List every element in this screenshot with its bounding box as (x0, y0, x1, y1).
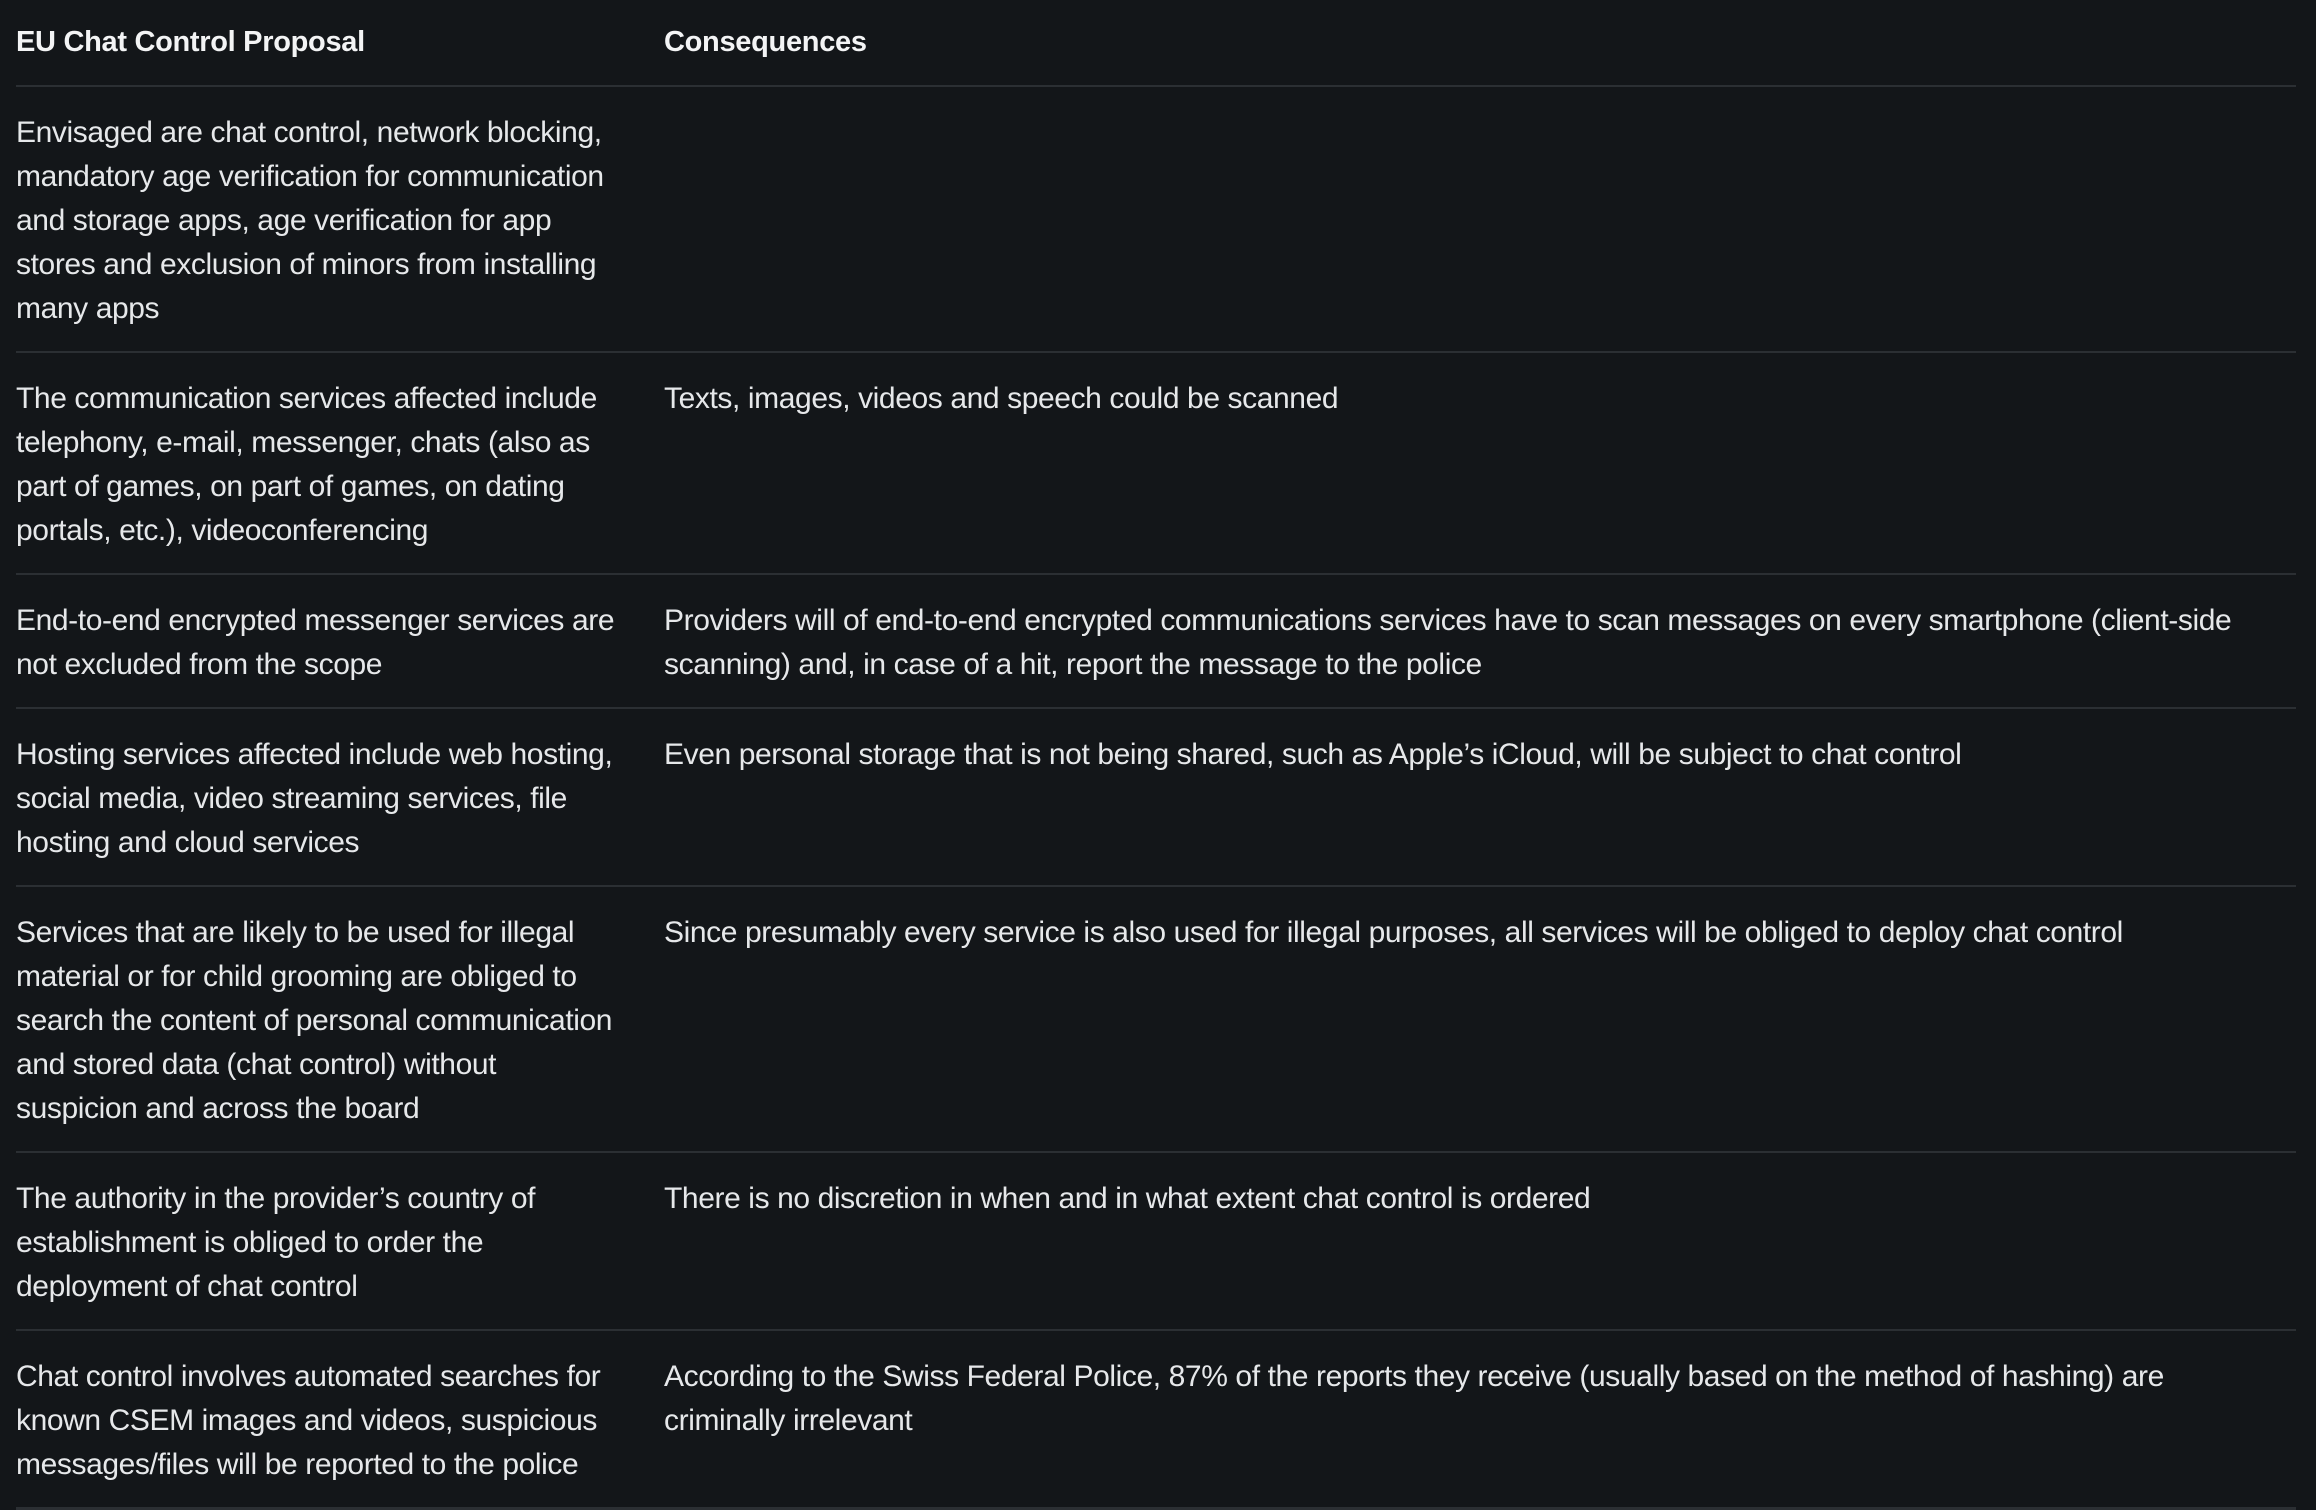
proposal-cell: Chat control involves automated searches for known CSEM images and videos, suspicious messages/files will be reported to the police (16, 1360, 601, 1481)
consequence-cell: There is no discretion in when and in what extent chat control is ordered (664, 1182, 1591, 1215)
table-row (16, 1331, 2296, 1510)
proposal-cell: The communication services affected include telephony, e-mail, messenger, chats (also as part of games, on part of games, on dating portals, etc.), videoconferencing (16, 382, 597, 547)
proposal-cell: End-to-end encrypted messenger services are not excluded from the scope (16, 604, 615, 681)
table-row (16, 87, 2296, 353)
table-row (16, 1153, 2296, 1331)
consequence-cell: Since presumably every service is also used for illegal purposes, all services will be obliged to deploy chat control (664, 916, 2123, 949)
column-header-proposal: EU Chat Control Proposal (16, 26, 365, 58)
consequence-cell: Texts, images, videos and speech could be scanned (664, 382, 1339, 415)
column-header-consequences: Consequences (664, 26, 867, 58)
proposal-cell: The authority in the provider’s country of establishment is obliged to order the deployment of chat control (16, 1182, 536, 1303)
table-row (16, 575, 2296, 709)
table-row (16, 353, 2296, 575)
proposal-cell: Services that are likely to be used for illegal material or for child grooming are obliged to search the content of personal communication and stored data (chat control) without suspicion and across the board (16, 916, 613, 1125)
consequence-cell: Providers will of end-to-end encrypted communications services have to scan messages on every smartphone (client-side scanning) and, in case of a hit, report the message to the police (664, 604, 2232, 681)
table-row (16, 709, 2296, 887)
proposal-cell: Envisaged are chat control, network blocking, mandatory age verification for communication and storage apps, age verification for app stores and exclusion of minors from installing many apps (16, 116, 604, 325)
consequence-cell: According to the Swiss Federal Police, 87% of the reports they receive (usually based on the method of hashing) are criminally irrelevant (664, 1360, 2164, 1437)
table-row (16, 887, 2296, 1153)
comparison-table (16, 0, 2296, 1510)
table-header-row (16, 0, 2296, 87)
consequence-cell: Even personal storage that is not being shared, such as Apple’s iCloud, will be subject to chat control (664, 738, 1962, 771)
proposal-cell: Hosting services affected include web hosting, social media, video streaming services, file hosting and cloud services (16, 738, 613, 859)
consequence-cell (664, 111, 2296, 327)
